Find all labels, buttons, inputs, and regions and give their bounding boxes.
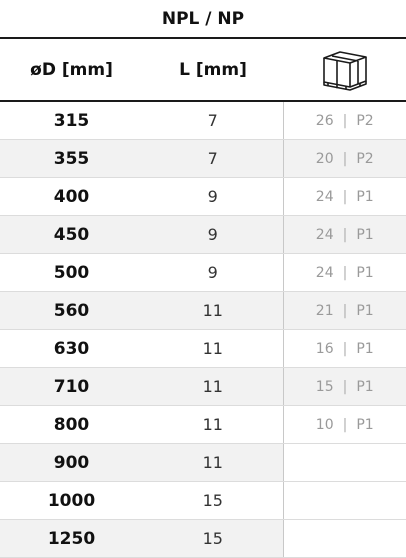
diameter-cell: 450 (0, 216, 143, 254)
table-row (0, 368, 406, 406)
length-cell: 11 (143, 292, 283, 330)
packaging-cell (283, 216, 406, 254)
diameter-cell: 1000 (0, 482, 143, 520)
diameter-cell: 355 (0, 140, 143, 178)
packaging-cell (283, 101, 406, 140)
pallet-type: P1 (356, 188, 374, 205)
table-row (0, 178, 406, 216)
table-row (0, 292, 406, 330)
packaging-cell (283, 178, 406, 216)
packaging-separator: | (342, 112, 348, 129)
column-header-length: L [mm] (143, 39, 283, 101)
packaging-cell (283, 520, 406, 558)
diameter-cell: 800 (0, 406, 143, 444)
packaging-separator: | (342, 264, 348, 281)
packaging-quantity: 24 (315, 188, 334, 205)
packaging-separator: | (342, 302, 348, 319)
table-row (0, 140, 406, 178)
table-row (0, 254, 406, 292)
packaging-quantity: 10 (315, 416, 334, 433)
length-cell: 11 (143, 330, 283, 368)
packaging-separator: | (342, 150, 348, 167)
table-row (0, 444, 406, 482)
packaging-cell (283, 140, 406, 178)
pallet-type: P2 (356, 150, 374, 167)
table-title: NPL / NP (161, 8, 245, 29)
length-cell: 7 (143, 101, 283, 140)
packaging-cell (283, 254, 406, 292)
table-row (0, 101, 406, 140)
diameter-cell: 900 (0, 444, 143, 482)
length-cell: 9 (143, 178, 283, 216)
packaging-separator: | (342, 416, 348, 433)
packaging-quantity: 26 (315, 112, 334, 129)
pallet-type: P1 (356, 226, 374, 243)
length-cell: 7 (143, 140, 283, 178)
packaging-separator: | (342, 340, 348, 357)
length-cell: 9 (143, 216, 283, 254)
packaging-cell (283, 482, 406, 520)
length-cell: 15 (143, 520, 283, 558)
packaging-quantity: 15 (315, 378, 334, 395)
pallet-type: P1 (356, 302, 374, 319)
packaging-cell (283, 292, 406, 330)
table-header-row (0, 39, 406, 101)
length-cell: 11 (143, 368, 283, 406)
packaging-cell (283, 444, 406, 482)
packaging-quantity: 24 (315, 264, 334, 281)
packaging-cell (283, 330, 406, 368)
table-row (0, 520, 406, 558)
packaging-quantity: 16 (315, 340, 334, 357)
pallet-type: P1 (356, 416, 374, 433)
column-header-diameter: øD [mm] (0, 39, 143, 101)
pallet-icon (320, 48, 370, 92)
length-cell: 15 (143, 482, 283, 520)
diameter-cell: 710 (0, 368, 143, 406)
packaging-quantity: 24 (315, 226, 334, 243)
packaging-quantity: 20 (315, 150, 334, 167)
pallet-type: P2 (356, 112, 374, 129)
length-cell: 11 (143, 444, 283, 482)
packaging-separator: | (342, 378, 348, 395)
diameter-cell: 400 (0, 178, 143, 216)
pallet-type: P1 (356, 264, 374, 281)
table-row (0, 330, 406, 368)
pallet-type: P1 (356, 340, 374, 357)
packaging-separator: | (342, 188, 348, 205)
dimensions-table (0, 39, 406, 558)
table-row (0, 482, 406, 520)
diameter-cell: 315 (0, 101, 143, 140)
packaging-separator: | (342, 226, 348, 243)
table-row (0, 216, 406, 254)
pallet-type: P1 (356, 378, 374, 395)
column-header-packaging (283, 39, 406, 101)
length-cell: 11 (143, 406, 283, 444)
packaging-quantity: 21 (315, 302, 334, 319)
diameter-cell: 560 (0, 292, 143, 330)
length-cell: 9 (143, 254, 283, 292)
packaging-cell (283, 368, 406, 406)
diameter-cell: 500 (0, 254, 143, 292)
table-row (0, 406, 406, 444)
diameter-cell: 1250 (0, 520, 143, 558)
diameter-cell: 630 (0, 330, 143, 368)
packaging-cell (283, 406, 406, 444)
